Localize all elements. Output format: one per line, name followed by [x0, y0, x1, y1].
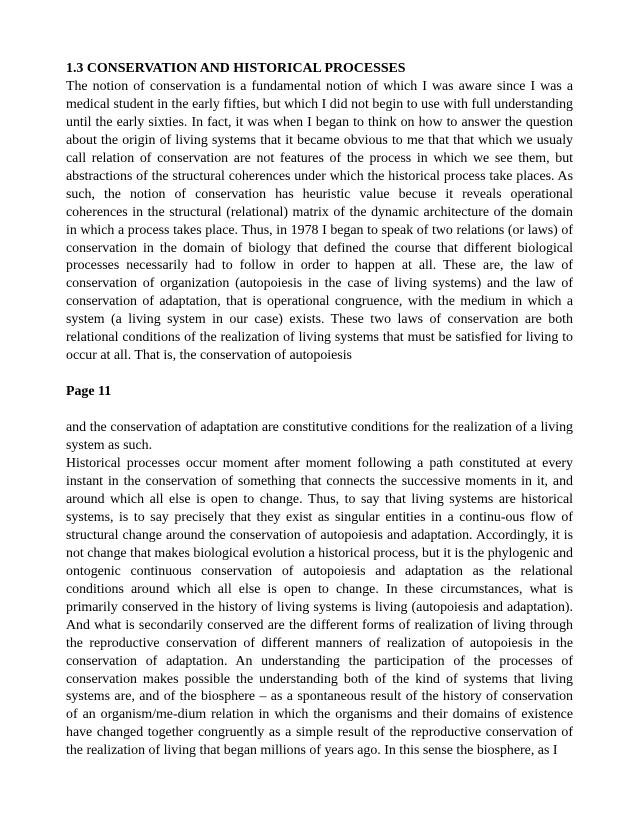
- continuation-paragraph-1: and the conservation of adaptation are constitutive conditions for the realization of a living system as such.: [66, 420, 573, 454]
- page-marker: Page 11: [66, 384, 112, 400]
- spacer: [66, 365, 573, 383]
- spacer: [66, 401, 573, 419]
- document-page: [66, 60, 573, 760]
- section-paragraph: The notion of conservation is a fundamental notion of which I was aware since I was a medical student in the early fifties, but which I did not begin to use with full understanding until the early sixties. In fact, it was when I began to think on how to answer the question about the origin of living systems that it became obvious to me that that which we usualy call relation of conservation are not features of the process in which we see them, but abstractions of the structural coherences under which the historical process take places. As such, the notion of conservation has heuristic value becuse it reveals operational coherences in the structural (relational) matrix of the dynamic architecture of the domain in which a process takes place. Thus, in 1978 I began to speak of two relations (or laws) of conservation in the domain of biology that defined the course that different biological processes necessarily had to follow in order to happen at all. These are, the law of conservation of organization (autopoiesis in the case of living systems) and the law of conservation of adaptation, that is operational congruence, with the medium in which a system (a living system in our case) exists. These two laws of conservation are both relational conditions of the realization of living systems that must be satisfied for living to occur at all. That is, the conservation of autopoiesis: [66, 78, 573, 364]
- section-heading: 1.3 CONSERVATION AND HISTORICAL PROCESSES: [66, 61, 406, 76]
- continuation-paragraph-2: Historical processes occur moment after moment following a path constituted at every instant in the conservation of something that connects the successive moments in it, and around which all else is open to change. Thus, to say that living systems are historical systems, is to say precisely that they exist as singular entities in a continu-ous flow of structural change around the conservation of autopoiesis and adaptation. Accordingly, it is not change that makes biological evolution a historical process, but it is the phylogenic and ontogenic continuous conservation of autopoiesis and adaptation as the relational conditions around which all else is open to change. In these circumstances, what is primarily conserved in the history of living systems is living (autopoiesis and adaptation). And what is secondarily conserved are the different forms of realization of living through the reproductive conservation of different manners of realization of autopoiesis in the conservation of adaptation. An understanding the participation of the processes of conservation makes possible the understanding both of the kind of systems that living systems are, and of the biosphere – as a spontaneous result of the history of conservation of an organism/me-dium relation in which the organisms and their domains of existence have changed together congruently as a simple result of the reproductive conservation of the realization of living that began millions of years ago. In this sense the biosphere, as I: [66, 456, 573, 759]
